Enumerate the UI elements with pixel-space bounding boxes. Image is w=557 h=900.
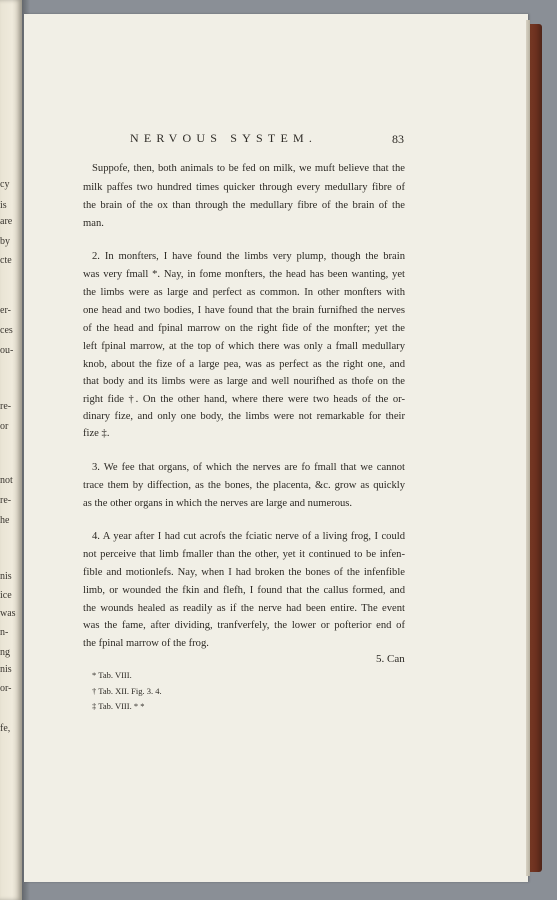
text-line: dinary fize, and only one body, the limbs were not remarkable for their xyxy=(83,411,405,422)
text-line: right fide †. On the other hand, where there were two heads of the or- xyxy=(83,394,405,405)
facing-page-fragment: fe, xyxy=(0,723,11,734)
footnote: * Tab. VIII. xyxy=(92,670,132,680)
text-line: as the other organs in which the nerves are large and numerous. xyxy=(83,498,353,509)
text-line: of the head and fpinal marrow on the right fide of the monfter; yet the xyxy=(83,323,405,334)
facing-page-fragment: is xyxy=(0,200,7,211)
facing-page-fragment: ng xyxy=(0,647,10,658)
facing-page-fragment: re- xyxy=(0,401,12,412)
facing-page-fragment: or- xyxy=(0,683,12,694)
facing-page-fragment: n- xyxy=(0,627,9,638)
text-line: the brain of the ox than through the medullary fibre of the brain of the xyxy=(83,200,405,211)
text-line: was the fame, after dividing, tranfverfely, the lower or pofterior end of xyxy=(83,620,405,631)
text-line: the fpinal marrow of the frog. xyxy=(83,638,209,649)
facing-page-fragment: are xyxy=(0,216,13,227)
text-line: the limbs were as large and perfect as common. In other monfters with xyxy=(83,287,405,298)
text-line: the wounds healed as readily as if the nerve had been entire. The event xyxy=(83,603,405,614)
facing-page-fragment: by xyxy=(0,236,10,247)
facing-page-fragment: er- xyxy=(0,305,11,316)
facing-page-fragment: cy xyxy=(0,179,10,190)
text-line: Suppofe, then, both animals to be fed on milk, we muft believe that the xyxy=(92,163,405,174)
page-number: 83 xyxy=(392,132,404,146)
text-line: man. xyxy=(83,218,104,229)
footnote: † Tab. XII. Fig. 3. 4. xyxy=(92,686,162,696)
facing-page-fragment: was xyxy=(0,608,16,619)
facing-page-edge xyxy=(0,0,22,900)
footnote: ‡ Tab. VIII. * * xyxy=(92,701,145,711)
catchword: 5. Can xyxy=(376,653,405,665)
facing-page-fragment: he xyxy=(0,515,10,526)
text-line: fible and motionlefs. Nay, when I had broken the bones of the infenfible xyxy=(83,567,405,578)
text-line: 4. A year after I had cut acrofs the fciatic nerve of a living frog, I could xyxy=(92,531,405,542)
text-line: 3. We fee that organs, of which the nerves are fo fmall that we cannot xyxy=(92,462,405,473)
text-line: trace them by diffection, as the bones, the placenta, &c. grow as quickly xyxy=(83,480,405,491)
facing-page-fragment: nis xyxy=(0,664,12,675)
facing-page-fragment: not xyxy=(0,475,13,486)
facing-page-fragment: re- xyxy=(0,495,12,506)
book-cover-edge xyxy=(528,24,542,872)
text-line: knob, about the fize of a large pea, was as perfect as the right one, and xyxy=(83,359,405,370)
facing-page-fragment: nis xyxy=(0,571,12,582)
text-line: fize ‡. xyxy=(83,428,110,439)
facing-page-fragment: cte xyxy=(0,255,12,266)
running-head: NERVOUS SYSTEM. xyxy=(130,131,318,145)
page-block-edge xyxy=(526,20,530,876)
text-line: limb, or wounded the fkin and flefh, I found that the callus formed, and xyxy=(83,585,405,596)
facing-page-fragment: ice xyxy=(0,590,12,601)
text-line: not perceive that limb fmaller than the other, yet it continued to be infen- xyxy=(83,549,405,560)
text-line: that body and its limbs were as large and well nourifhed as thofe on the xyxy=(83,376,405,387)
facing-page-fragment: ces xyxy=(0,325,13,336)
text-line: one head and two bodies, I have found that the brain furnifhed the nerves xyxy=(83,305,405,316)
text-line: left fpinal marrow, at the top of which there was only a fmall medullary xyxy=(83,341,405,352)
facing-page-fragment: or xyxy=(0,421,9,432)
text-line: 2. In monfters, I have found the limbs very plump, though the brain xyxy=(92,251,405,262)
facing-page-fragment: ou- xyxy=(0,345,14,356)
text-line: milk paffes two hundred times quicker through every medullary fibre of xyxy=(83,182,405,193)
text-line: was very fmall *. Nay, in fome monfters, the head has been wanting, yet xyxy=(83,269,405,280)
